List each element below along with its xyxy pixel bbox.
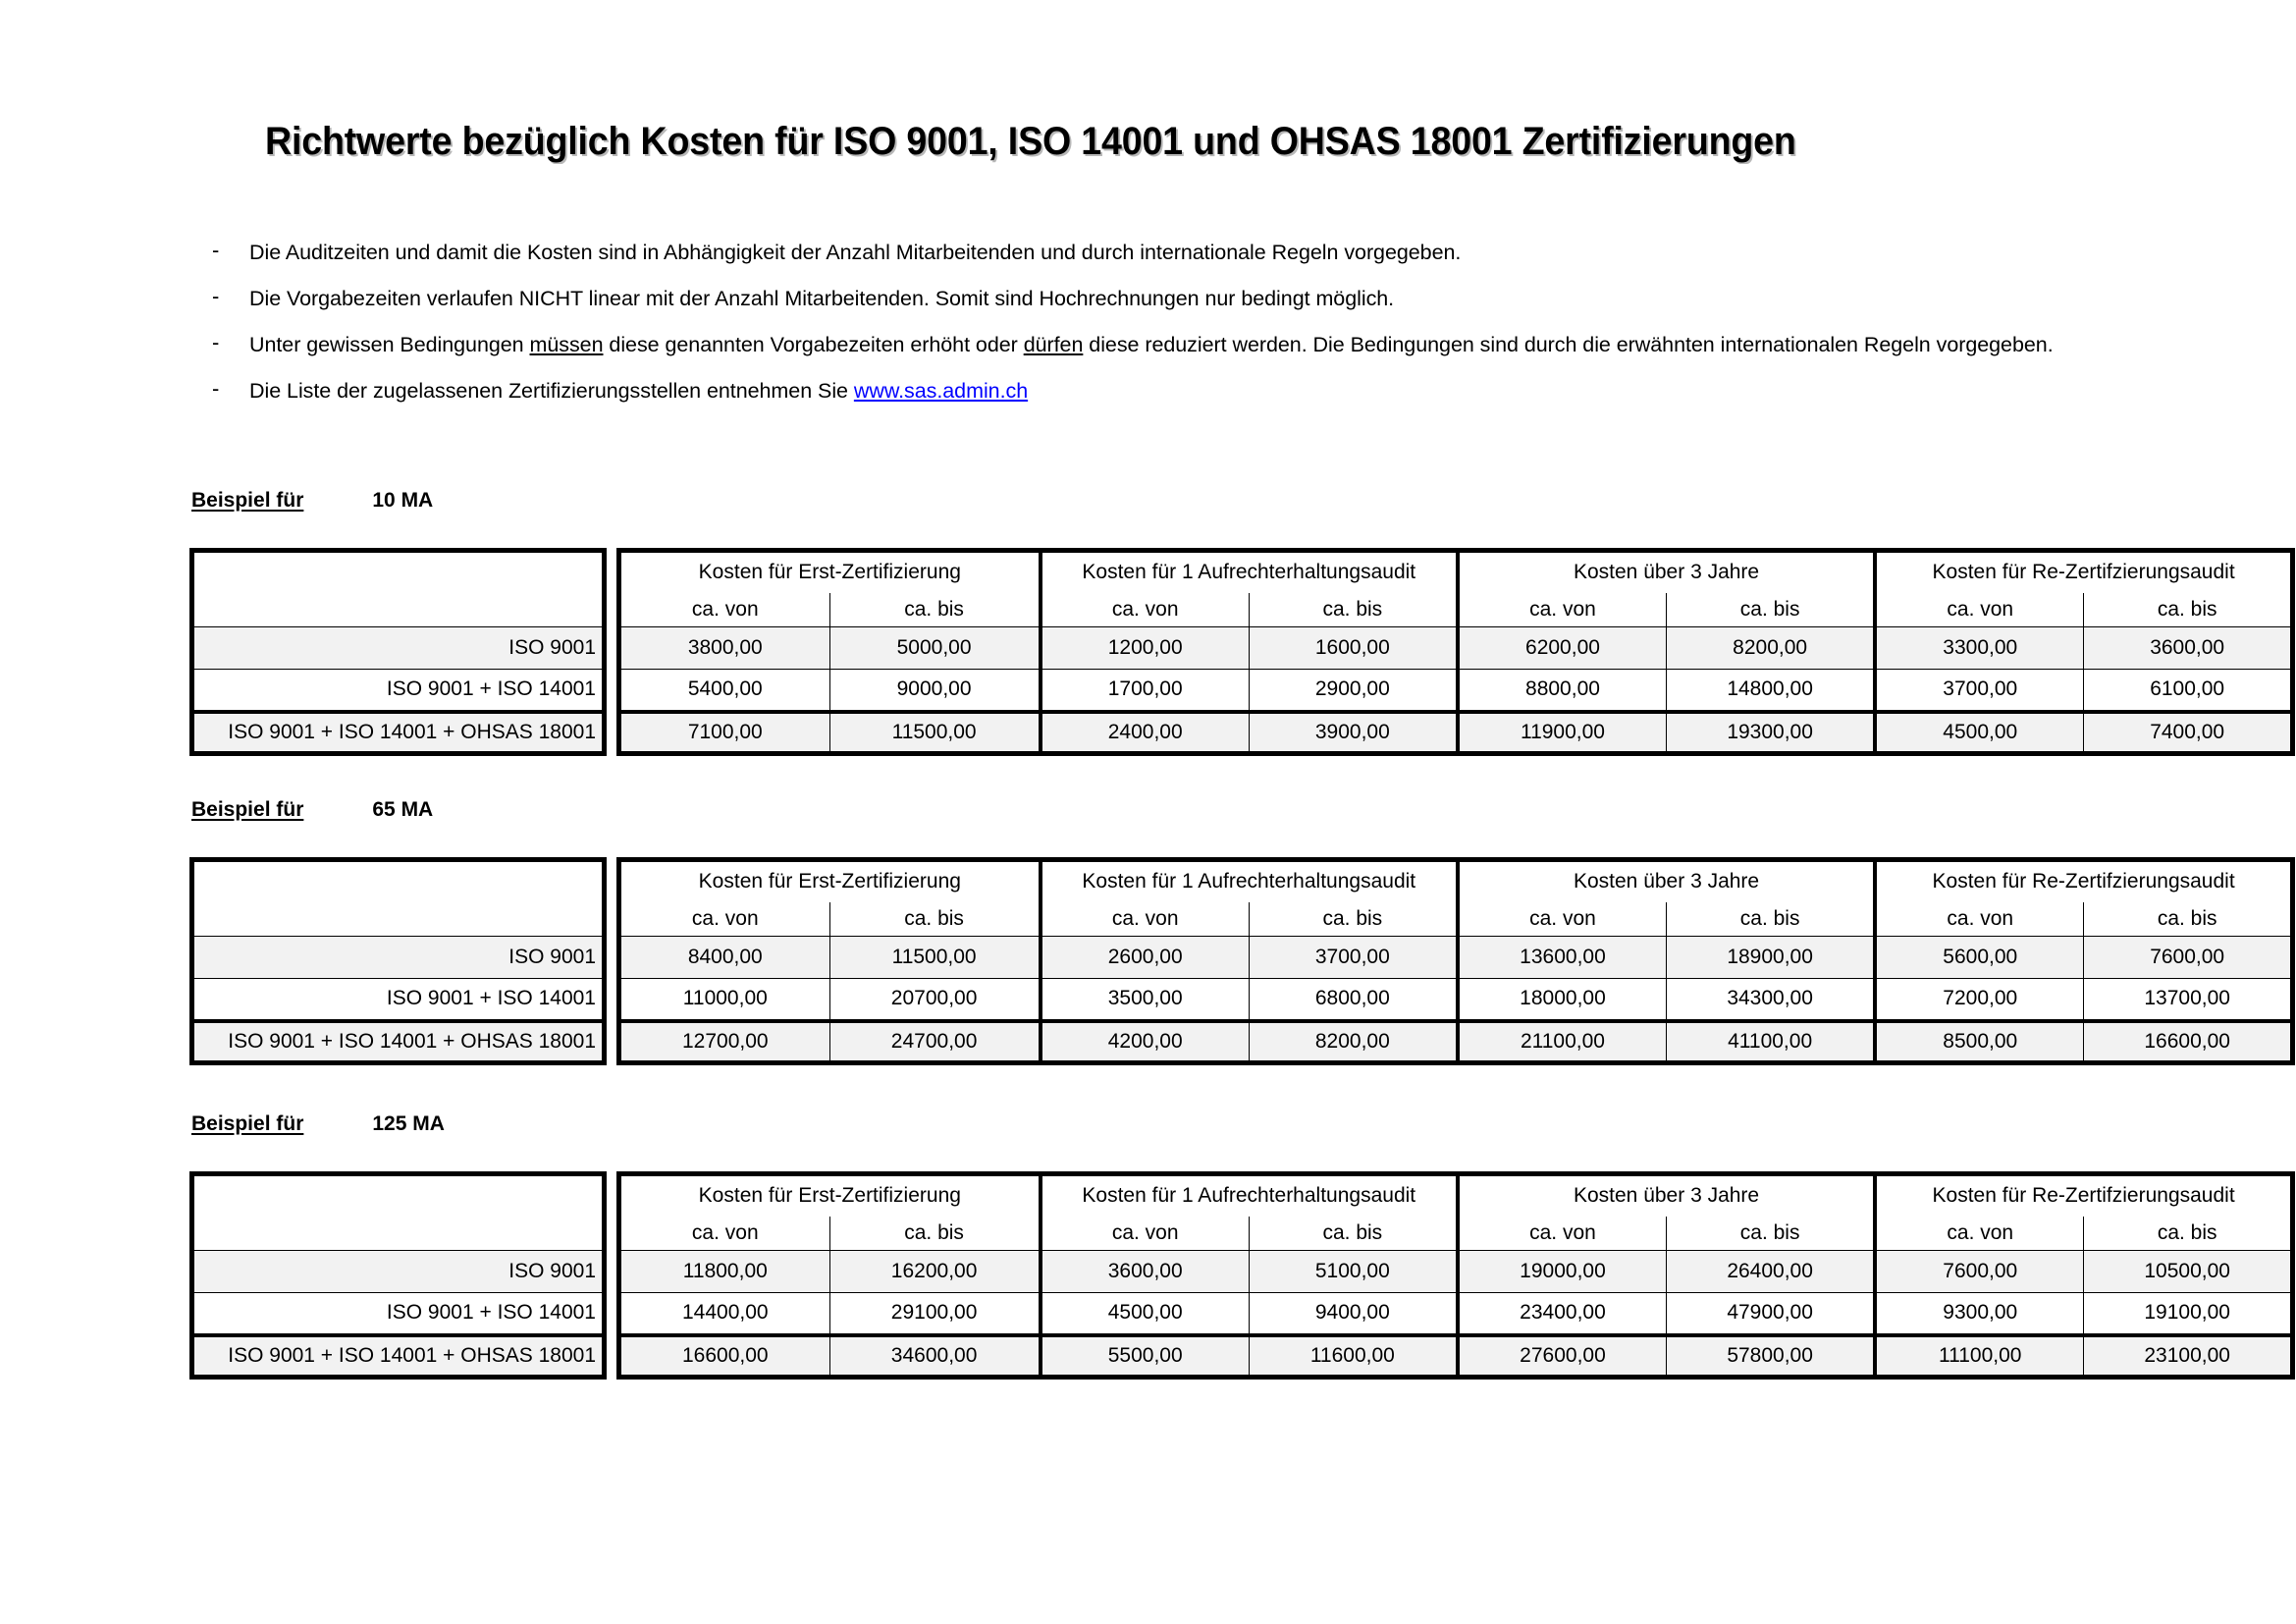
cost-value-cell: 8400,00 (619, 937, 830, 979)
bullet-text (249, 326, 2054, 363)
cost-value-cell: 5000,00 (829, 627, 1041, 670)
sub-header-ca-bis: ca. bis (1667, 902, 1876, 937)
empty-corner-cell (192, 551, 605, 627)
example-label-125-ma (191, 1112, 445, 1136)
cost-value-cell: 23100,00 (2084, 1335, 2293, 1378)
table-row (192, 627, 605, 670)
cost-value-cell: 34300,00 (1667, 979, 1876, 1021)
cost-value-cell: 6800,00 (1249, 979, 1458, 1021)
empty-corner-cell (192, 1174, 605, 1251)
text-run: diese reduziert werden. Die Bedingungen sind durch die erwähnten internationalen Regeln vorgegeben. (1083, 333, 2054, 356)
bullet-marker-icon: - (212, 330, 220, 354)
sub-header-ca-bis: ca. bis (1249, 593, 1458, 627)
cost-value-cell: 11500,00 (829, 712, 1041, 754)
table-row (619, 670, 2293, 712)
row-label-text: ISO 9001 (508, 1260, 596, 1282)
cost-value-cell: 2900,00 (1249, 670, 1458, 712)
table-row (192, 670, 605, 712)
column-group-header-text: Kosten über 3 Jahre (1573, 870, 1760, 893)
cost-value-cell: 14800,00 (1667, 670, 1876, 712)
cost-value-cell: 12700,00 (619, 1021, 830, 1063)
sub-header-ca-bis: ca. bis (1667, 593, 1876, 627)
cost-value-cell: 34600,00 (829, 1335, 1041, 1378)
column-group-header (619, 551, 1041, 593)
row-label-text: ISO 9001 + ISO 14001 + OHSAS 18001 (228, 1343, 596, 1367)
table-row (192, 937, 605, 979)
example-label-text: Beispiel für (191, 798, 304, 821)
row-label-cell (192, 712, 605, 754)
row-label-cell (192, 937, 605, 979)
cost-value-cell: 21100,00 (1458, 1021, 1667, 1063)
label-header-spacer-row (192, 860, 605, 937)
cost-value-cell: 6100,00 (2084, 670, 2293, 712)
cost-value-cell: 11600,00 (1249, 1335, 1458, 1378)
page-title: Richtwerte bezüglich Kosten für ISO 9001, ISO 14001 und OHSAS 18001 Zertifizierungen (265, 120, 1796, 163)
intro-bullet-list (208, 234, 2112, 418)
example-label-10-ma (191, 489, 433, 513)
row-label-text: ISO 9001 + ISO 14001 (386, 677, 596, 701)
cost-value-cell: 7100,00 (619, 712, 830, 754)
text-run: Die Vorgabezeiten verlaufen NICHT linear mit der Anzahl Mitarbeitenden. Somit sind Hochrechnungen nur bedingt möglich. (249, 287, 1395, 310)
row-label-cell (192, 1335, 605, 1378)
sub-header-ca-von: ca. von (1875, 902, 2084, 937)
column-group-header-text: Kosten für Erst-Zertifizierung (698, 561, 961, 584)
cost-value-cell: 13700,00 (2084, 979, 2293, 1021)
column-group-header-text: Kosten für 1 Aufrechterhaltungsaudit (1082, 1184, 1416, 1208)
column-group-header-text: Kosten für Re-Zertifzierungsaudit (1932, 561, 2235, 584)
cost-value-cell: 5600,00 (1875, 937, 2084, 979)
table-row (619, 1293, 2293, 1335)
table-row (192, 712, 605, 754)
table-row (619, 1251, 2293, 1293)
table-row (619, 937, 2293, 979)
sub-header-ca-bis: ca. bis (2084, 902, 2293, 937)
cost-value-cell: 9300,00 (1875, 1293, 2084, 1335)
cost-value-cell: 7200,00 (1875, 979, 2084, 1021)
table-row (192, 1335, 605, 1378)
row-label-table (189, 1171, 607, 1380)
row-label-text: ISO 9001 (508, 946, 596, 968)
sub-header-ca-bis: ca. bis (1249, 902, 1458, 937)
table-row (619, 712, 2293, 754)
cost-value-cell: 24700,00 (829, 1021, 1041, 1063)
column-group-header (1875, 860, 2292, 902)
cost-value-cell: 8200,00 (1249, 1021, 1458, 1063)
cost-value-cell: 3300,00 (1875, 627, 2084, 670)
cost-value-cell: 26400,00 (1667, 1251, 1876, 1293)
table-row (619, 1021, 2293, 1063)
column-group-header-text: Kosten für Re-Zertifzierungsaudit (1932, 870, 2235, 893)
column-group-header (1041, 551, 1458, 593)
bullet-marker-icon: - (212, 376, 220, 401)
row-label-text: ISO 9001 + ISO 14001 + OHSAS 18001 (228, 1029, 596, 1053)
column-group-header (1458, 1174, 1875, 1217)
cost-value-cell: 4500,00 (1875, 712, 2084, 754)
employee-count-label: 65 MA (372, 798, 434, 821)
cost-value-cell: 29100,00 (829, 1293, 1041, 1335)
cost-value-cell: 9000,00 (829, 670, 1041, 712)
column-group-header (1041, 860, 1458, 902)
cost-value-cell: 20700,00 (829, 979, 1041, 1021)
bullet-marker-icon: - (212, 284, 220, 308)
text-run: Die Liste der zugelassenen Zertifizierungsstellen entnehmen Sie (249, 379, 854, 403)
row-label-text: ISO 9001 (508, 636, 596, 659)
bullet-item (208, 326, 2112, 363)
column-group-header (1458, 551, 1875, 593)
sub-header-ca-bis: ca. bis (2084, 1217, 2293, 1251)
sub-header-ca-bis: ca. bis (1667, 1217, 1876, 1251)
column-group-header-row (619, 860, 2293, 902)
cost-value-cell: 16600,00 (619, 1335, 830, 1378)
sub-header-ca-bis: ca. bis (829, 902, 1041, 937)
cost-value-cell: 18000,00 (1458, 979, 1667, 1021)
column-group-header-text: Kosten für Erst-Zertifizierung (698, 1184, 961, 1208)
sub-header-ca-von: ca. von (619, 593, 830, 627)
column-group-header-row (619, 1174, 2293, 1217)
cost-value-cell: 2400,00 (1041, 712, 1250, 754)
text-run: Unter gewissen Bedingungen (249, 333, 530, 356)
cost-value-cell: 7400,00 (2084, 712, 2293, 754)
table-row (192, 1021, 605, 1063)
cost-value-cell: 4500,00 (1041, 1293, 1250, 1335)
sub-header-ca-von: ca. von (1041, 593, 1250, 627)
cost-value-cell: 4200,00 (1041, 1021, 1250, 1063)
bullet-marker-icon: - (212, 238, 220, 262)
cost-value-cell: 19000,00 (1458, 1251, 1667, 1293)
sub-header-row (619, 1217, 2293, 1251)
column-group-header-row (619, 551, 2293, 593)
table-row (619, 979, 2293, 1021)
table-row (192, 1251, 605, 1293)
column-group-header (1041, 1174, 1458, 1217)
cost-value-cell: 41100,00 (1667, 1021, 1876, 1063)
bullet-text (249, 372, 1028, 409)
row-label-cell (192, 1021, 605, 1063)
sub-header-row (619, 902, 2293, 937)
cost-value-cell: 8200,00 (1667, 627, 1876, 670)
column-group-header-text: Kosten für 1 Aufrechterhaltungsaudit (1082, 561, 1416, 584)
column-group-header (1875, 1174, 2292, 1217)
sub-header-ca-bis: ca. bis (829, 1217, 1041, 1251)
table-row (619, 627, 2293, 670)
bullet-text (249, 280, 1394, 317)
cost-value-cell: 1600,00 (1249, 627, 1458, 670)
label-header-spacer-row (192, 551, 605, 627)
cost-value-cell: 57800,00 (1667, 1335, 1876, 1378)
cost-table-65-ma (189, 857, 2295, 1061)
cost-data-table (616, 857, 2295, 1065)
cost-value-cell: 27600,00 (1458, 1335, 1667, 1378)
cost-table-10-ma (189, 548, 2295, 752)
cost-value-cell: 7600,00 (1875, 1251, 2084, 1293)
row-label-text: ISO 9001 + ISO 14001 (386, 987, 596, 1010)
bullet-item (208, 234, 2112, 271)
cost-value-cell: 3900,00 (1249, 712, 1458, 754)
row-label-text: ISO 9001 + ISO 14001 (386, 1301, 596, 1325)
text-run: diese genannten Vorgabezeiten erhöht oder (603, 333, 1024, 356)
cost-value-cell: 2600,00 (1041, 937, 1250, 979)
row-label-text: ISO 9001 + ISO 14001 + OHSAS 18001 (228, 720, 596, 743)
cost-value-cell: 6200,00 (1458, 627, 1667, 670)
cost-value-cell: 11900,00 (1458, 712, 1667, 754)
emphasis-underlined-text: müssen (529, 333, 604, 356)
sub-header-ca-von: ca. von (1458, 902, 1667, 937)
cost-value-cell: 1200,00 (1041, 627, 1250, 670)
cost-value-cell: 3700,00 (1875, 670, 2084, 712)
cost-value-cell: 3600,00 (2084, 627, 2293, 670)
row-label-cell (192, 1293, 605, 1335)
cost-value-cell: 8500,00 (1875, 1021, 2084, 1063)
column-group-header-text: Kosten über 3 Jahre (1573, 561, 1760, 584)
cost-value-cell: 7600,00 (2084, 937, 2293, 979)
cost-data-table (616, 548, 2295, 756)
sub-header-ca-bis: ca. bis (1249, 1217, 1458, 1251)
cost-value-cell: 11800,00 (619, 1251, 830, 1293)
cost-value-cell: 3500,00 (1041, 979, 1250, 1021)
employee-count-label: 10 MA (372, 489, 434, 512)
cost-value-cell: 5400,00 (619, 670, 830, 712)
cost-value-cell: 5500,00 (1041, 1335, 1250, 1378)
row-label-cell (192, 1251, 605, 1293)
example-label-text: Beispiel für (191, 489, 304, 512)
column-group-header (619, 1174, 1041, 1217)
table-row (619, 1335, 2293, 1378)
empty-corner-cell (192, 860, 605, 937)
sub-header-ca-bis: ca. bis (2084, 593, 2293, 627)
sub-header-ca-von: ca. von (1458, 1217, 1667, 1251)
emphasis-underlined-text: dürfen (1023, 333, 1084, 356)
cost-value-cell: 11000,00 (619, 979, 830, 1021)
sub-header-row (619, 593, 2293, 627)
column-group-header-text: Kosten für Re-Zertifzierungsaudit (1932, 1184, 2235, 1208)
cost-table-125-ma (189, 1171, 2295, 1376)
row-label-table (189, 548, 607, 756)
row-label-table (189, 857, 607, 1065)
cost-value-cell: 3800,00 (619, 627, 830, 670)
cost-value-cell: 14400,00 (619, 1293, 830, 1335)
sub-header-ca-von: ca. von (1875, 593, 2084, 627)
employee-count-label: 125 MA (372, 1112, 445, 1135)
table-row (192, 979, 605, 1021)
cost-value-cell: 11500,00 (829, 937, 1041, 979)
cost-value-cell: 1700,00 (1041, 670, 1250, 712)
sub-header-ca-von: ca. von (619, 1217, 830, 1251)
table-row (192, 1293, 605, 1335)
row-label-cell (192, 627, 605, 670)
bullet-item (208, 280, 2112, 317)
column-group-header (619, 860, 1041, 902)
sub-header-ca-bis: ca. bis (829, 593, 1041, 627)
cost-value-cell: 19100,00 (2084, 1293, 2293, 1335)
row-label-cell (192, 670, 605, 712)
column-group-header-text: Kosten für Erst-Zertifizierung (698, 870, 961, 893)
cost-value-cell: 16600,00 (2084, 1021, 2293, 1063)
cost-value-cell: 3600,00 (1041, 1251, 1250, 1293)
cost-value-cell: 23400,00 (1458, 1293, 1667, 1335)
text-run: Die Auditzeiten und damit die Kosten sind in Abhängigkeit der Anzahl Mitarbeitenden und durch internationale Regeln vorgegeben. (249, 241, 1462, 264)
external-link[interactable]: www.sas.admin.ch (853, 379, 1029, 403)
column-group-header (1458, 860, 1875, 902)
cost-value-cell: 18900,00 (1667, 937, 1876, 979)
sub-header-ca-von: ca. von (1041, 902, 1250, 937)
label-header-spacer-row (192, 1174, 605, 1251)
cost-value-cell: 3700,00 (1249, 937, 1458, 979)
cost-value-cell: 19300,00 (1667, 712, 1876, 754)
column-group-header-text: Kosten für 1 Aufrechterhaltungsaudit (1082, 870, 1416, 893)
cost-value-cell: 13600,00 (1458, 937, 1667, 979)
example-label-65-ma (191, 798, 433, 822)
cost-data-table (616, 1171, 2295, 1380)
example-label-text: Beispiel für (191, 1112, 304, 1135)
row-label-cell (192, 979, 605, 1021)
sub-header-ca-von: ca. von (1041, 1217, 1250, 1251)
column-group-header-text: Kosten über 3 Jahre (1573, 1184, 1760, 1208)
column-group-header (1875, 551, 2292, 593)
cost-value-cell: 16200,00 (829, 1251, 1041, 1293)
cost-value-cell: 8800,00 (1458, 670, 1667, 712)
cost-value-cell: 9400,00 (1249, 1293, 1458, 1335)
cost-value-cell: 47900,00 (1667, 1293, 1876, 1335)
sub-header-ca-von: ca. von (1875, 1217, 2084, 1251)
cost-value-cell: 10500,00 (2084, 1251, 2293, 1293)
cost-value-cell: 11100,00 (1875, 1335, 2084, 1378)
sub-header-ca-von: ca. von (619, 902, 830, 937)
cost-value-cell: 5100,00 (1249, 1251, 1458, 1293)
sub-header-ca-von: ca. von (1458, 593, 1667, 627)
bullet-item (208, 372, 2112, 409)
bullet-text (249, 234, 1461, 271)
